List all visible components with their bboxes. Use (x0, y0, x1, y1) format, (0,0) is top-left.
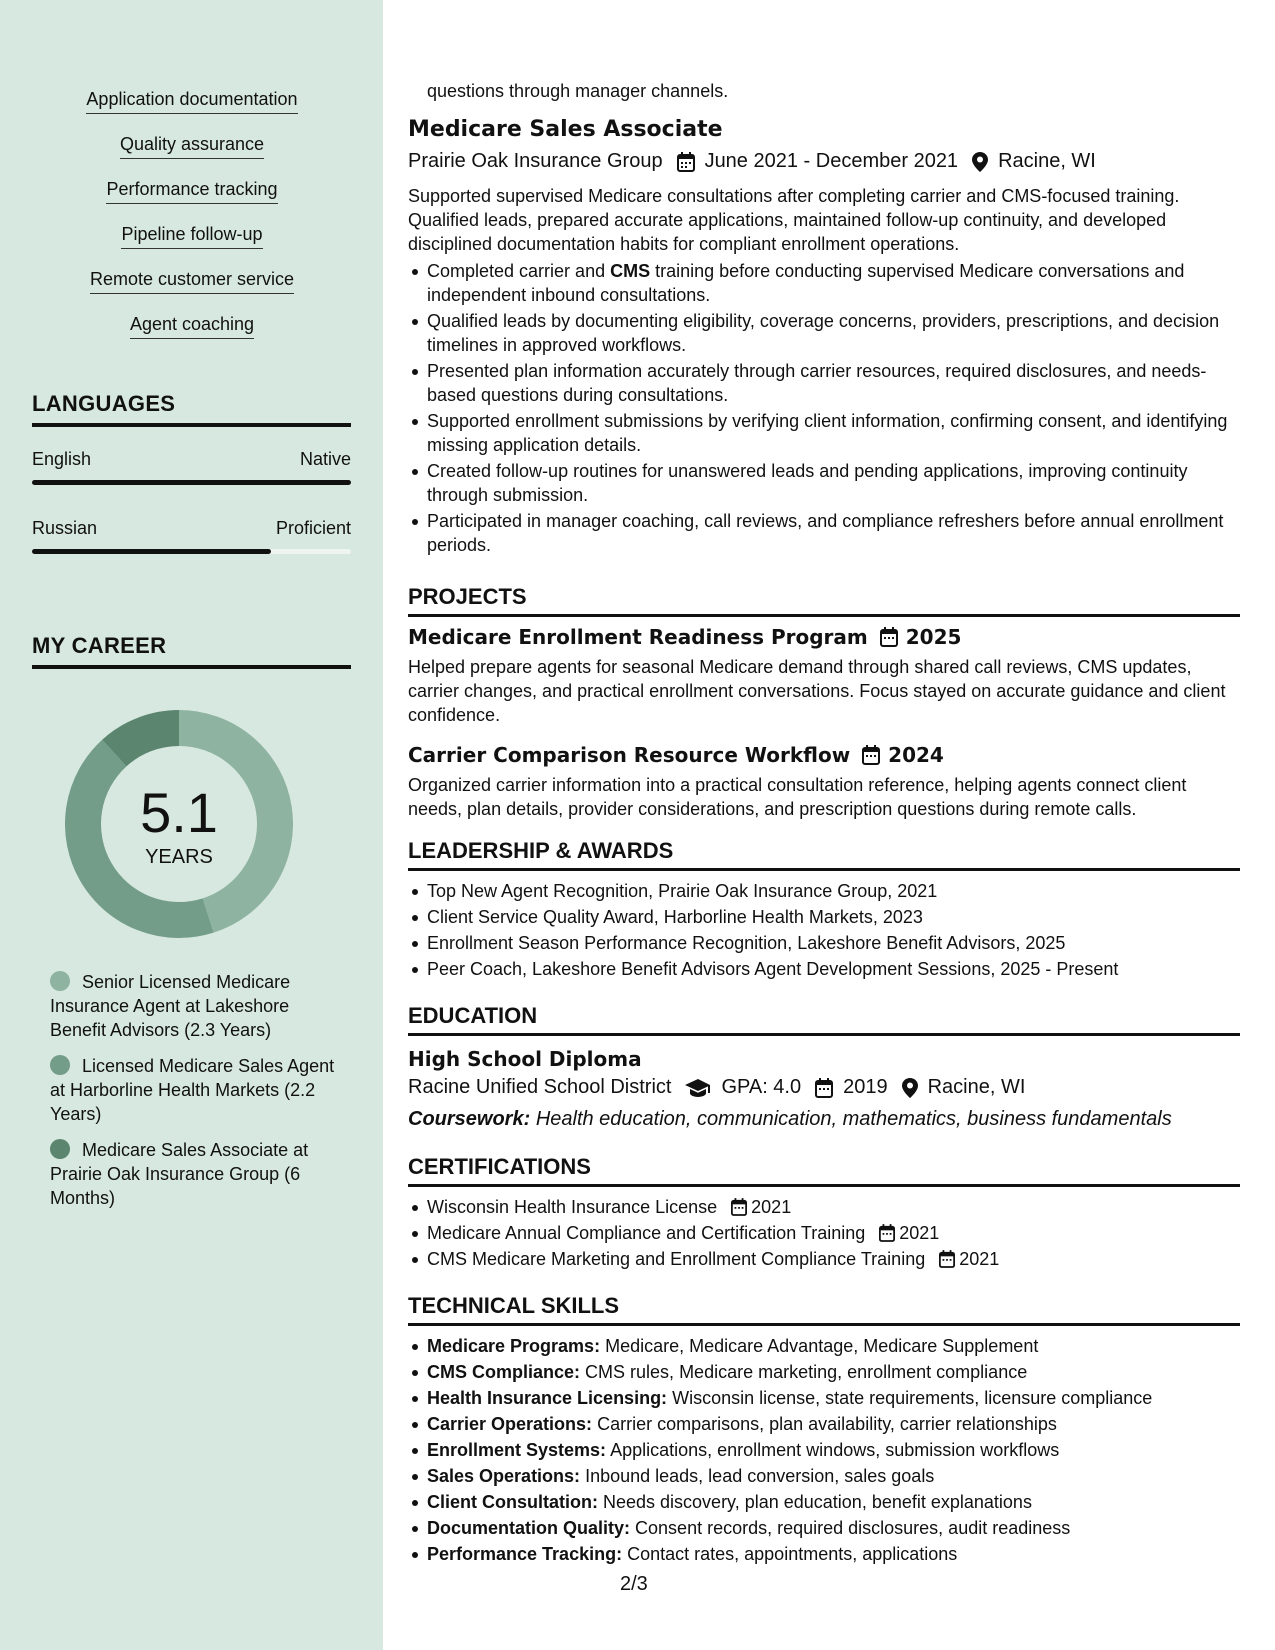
list-item: Participated in manager coaching, call reviews, and compliance refreshers before annual enrollment periods. (427, 509, 1240, 557)
main-content (408, 0, 1240, 1650)
education-meta (408, 1076, 1025, 1099)
list-item: Client Consultation: Needs discovery, plan education, benefit explanations (427, 1490, 1240, 1514)
career-legend-text: Medicare Sales Associate at Prairie Oak Insurance Group (6 Months) (50, 1140, 309, 1208)
language-level: Native (299, 449, 351, 469)
school-name: Racine Unified School District (408, 1076, 672, 1098)
calendar-icon (879, 1224, 895, 1242)
job-title: Medicare Sales Associate (408, 117, 723, 142)
legend-dot (50, 1055, 70, 1075)
career-legend-item (50, 1138, 340, 1210)
cert-year: 2021 (959, 1249, 1000, 1269)
language-bar-fill (32, 549, 271, 554)
calendar-icon (677, 152, 695, 172)
project-year: 2025 (905, 625, 962, 649)
cert-year: 2021 (751, 1197, 792, 1217)
language-name: Russian (32, 518, 98, 538)
list-item: Supported enrollment submissions by verifying client information, confirming consent, and identifying missing application details. (427, 409, 1240, 457)
education-heading: EDUCATION (408, 1003, 1240, 1036)
certifications-heading: CERTIFICATIONS (408, 1154, 1240, 1187)
list-item: Top New Agent Recognition, Prairie Oak Insurance Group, 2021 (427, 879, 1240, 903)
skill-tag: Application documentation (86, 88, 297, 114)
calendar-icon (939, 1250, 955, 1268)
job-dates: June 2021 - December 2021 (704, 150, 959, 172)
calendar-icon (731, 1198, 747, 1216)
years-label: YEARS (145, 846, 213, 868)
list-item: Presented plan information accurately through carrier resources, required disclosures, and needs-based questions during consultations. (427, 359, 1240, 407)
project-title: Medicare Enrollment Readiness Program 2025 (408, 625, 962, 649)
list-item: Peer Coach, Lakeshore Benefit Advisors Agent Development Sessions, 2025 - Present (427, 957, 1240, 981)
school-location: Racine, WI (927, 1076, 1026, 1098)
career-legend (50, 970, 340, 1222)
graduation-year: 2019 (843, 1076, 888, 1098)
list-item: Medicare Annual Compliance and Certification Training 2021 (427, 1221, 1240, 1245)
legend-dot (50, 971, 70, 991)
project-description: Organized carrier information into a practical consultation reference, helping agents connect client needs, plan details, provider considerations, and prescription questions during remote calls. (408, 775, 1187, 819)
career-legend-item (50, 970, 340, 1042)
skill-tag: Performance tracking (106, 178, 277, 204)
gpa: GPA: 4.0 (721, 1076, 802, 1098)
education-degree: High School Diploma (408, 1047, 642, 1071)
language-bar (32, 549, 351, 554)
skill-tag: Quality assurance (120, 133, 264, 159)
coursework (408, 1108, 1172, 1131)
project-title: Carrier Comparison Resource Workflow 2024 (408, 743, 944, 767)
calendar-icon (815, 1078, 833, 1098)
technical-skills-heading: TECHNICAL SKILLS (408, 1293, 1240, 1326)
list-item: Documentation Quality: Consent records, required disclosures, audit readiness (427, 1516, 1240, 1540)
skill-tag: Pipeline follow-up (121, 223, 262, 249)
company-name: Prairie Oak Insurance Group (408, 150, 663, 172)
calendar-icon (862, 745, 880, 765)
leadership-heading: LEADERSHIP & AWARDS (408, 838, 1240, 871)
career-legend-text: Licensed Medicare Sales Agent at Harborline Health Markets (2.2 Years) (50, 1056, 335, 1124)
list-item: Enrollment Season Performance Recognition, Lakeshore Benefit Advisors, 2025 (427, 931, 1240, 955)
language-row (32, 449, 351, 470)
list-item: Qualified leads by documenting eligibility, coverage concerns, providers, prescriptions, and decision timelines in approved workflows. (427, 309, 1240, 357)
list-item: CMS Compliance: CMS rules, Medicare marketing, enrollment compliance (427, 1360, 1240, 1384)
list-item: Medicare Programs: Medicare, Medicare Advantage, Medicare Supplement (427, 1334, 1240, 1358)
languages-heading: LANGUAGES (32, 391, 351, 427)
job-bullets (427, 259, 1240, 559)
project-description: Helped prepare agents for seasonal Medicare demand through shared call reviews, CMS updates, carrier changes, and practical enrollment conversations. Focus stayed on accurate guidance and client confidence. (408, 657, 1226, 725)
coursework-text: Health education, communication, mathematics, business fundamentals (535, 1108, 1172, 1130)
certifications-list (427, 1195, 1240, 1273)
donut-segment-2 (114, 728, 179, 753)
skill-tag: Remote customer service (90, 268, 294, 294)
language-level: Proficient (275, 518, 351, 538)
page-number: 2/3 (620, 1573, 648, 1595)
calendar-icon (880, 627, 898, 647)
sidebar (0, 0, 383, 1650)
leadership-list (427, 879, 1240, 983)
skills-list (32, 88, 352, 358)
carryover-text: questions through manager channels. (427, 81, 729, 101)
list-item: Sales Operations: Inbound leads, lead conversion, sales goals (427, 1464, 1240, 1488)
list-item: Client Service Quality Award, Harborline Health Markets, 2023 (427, 905, 1240, 929)
projects-heading: PROJECTS (408, 584, 1240, 617)
coursework-label: Coursework: (408, 1108, 531, 1130)
list-item: Completed carrier and CMS training before conducting supervised Medicare conversations and independent inbound consultations. (427, 259, 1240, 307)
career-legend-text: Senior Licensed Medicare Insurance Agent at Lakeshore Benefit Advisors (2.3 Years) (50, 972, 291, 1040)
language-bar-fill (32, 480, 351, 485)
list-item: CMS Medicare Marketing and Enrollment Compliance Training 2021 (427, 1247, 1240, 1271)
list-item: Carrier Operations: Carrier comparisons, plan availability, carrier relationships (427, 1412, 1240, 1436)
cert-year: 2021 (899, 1223, 940, 1243)
list-item: Health Insurance Licensing: Wisconsin license, state requirements, licensure compliance (427, 1386, 1240, 1410)
location-pin-icon (902, 1078, 918, 1098)
language-bar (32, 480, 351, 485)
job-summary: Supported supervised Medicare consultations after completing carrier and CMS-focused training. Qualified leads, prepared accurate applications, maintained follow-up continuity, and developed disciplined documentation habits for compliant enrollment operations. (408, 186, 1180, 254)
skill-tag: Agent coaching (130, 313, 254, 339)
location-pin-icon (972, 152, 988, 172)
list-item: Wisconsin Health Insurance License 2021 (427, 1195, 1240, 1219)
job-meta (408, 150, 1096, 173)
graduation-cap-icon (685, 1079, 711, 1097)
job-location: Racine, WI (998, 150, 1096, 172)
list-item: Created follow-up routines for unanswered leads and pending applications, improving continuity through submission. (427, 459, 1240, 507)
legend-dot (50, 1139, 70, 1159)
list-item: Performance Tracking: Contact rates, appointments, applications (427, 1542, 1240, 1566)
list-item: Enrollment Systems: Applications, enrollment windows, submission workflows (427, 1438, 1240, 1462)
project-year: 2024 (888, 743, 944, 767)
total-years-value: 5.1 (140, 781, 218, 844)
career-legend-item (50, 1054, 340, 1126)
language-name: English (32, 449, 92, 469)
career-heading: MY CAREER (32, 633, 351, 669)
language-row (32, 518, 351, 539)
technical-skills-list (427, 1334, 1240, 1568)
career-donut-chart (65, 710, 293, 938)
